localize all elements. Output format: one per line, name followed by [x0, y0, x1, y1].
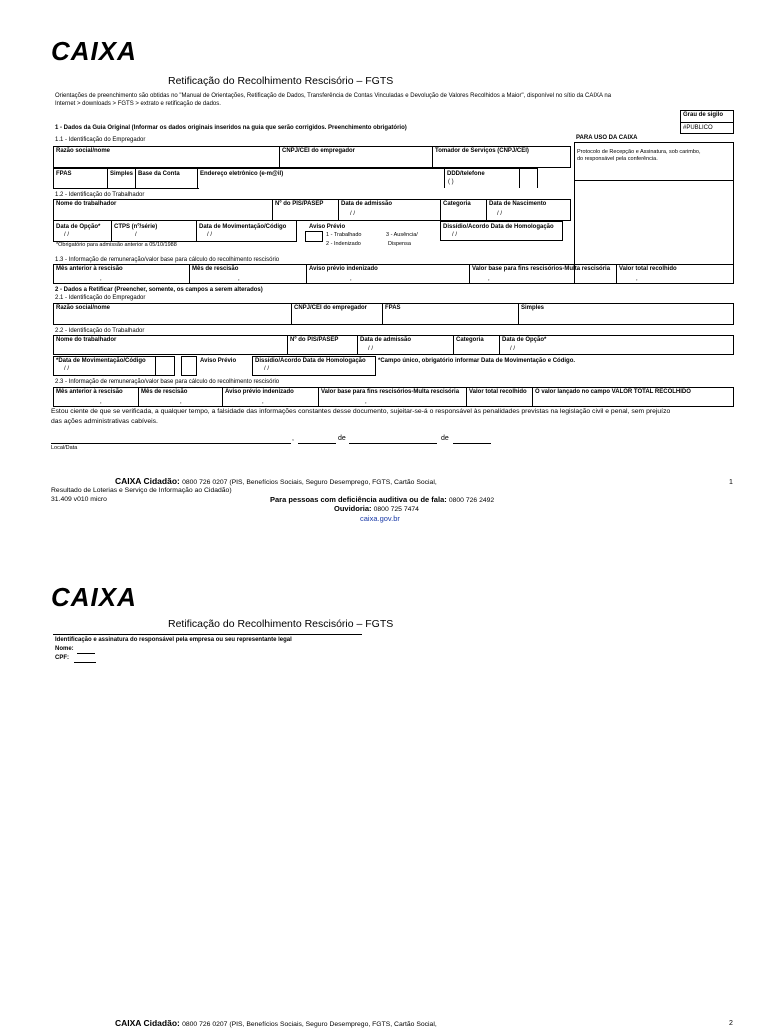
local-comma: ,	[292, 435, 294, 442]
form-title: Retificação do Recolhimento Rescisório – FGTS	[168, 75, 394, 87]
footer-line-2: Resultado de Loterias e Serviço de Informação ao Cidadão)	[51, 487, 232, 494]
local-data-label: Local/Data	[51, 445, 78, 451]
aviso-previo-2-label: Aviso Prévio	[200, 358, 237, 364]
section-2-1-title: 2.1 - Identificação do Empregador	[55, 295, 146, 301]
mes-rescisao-field[interactable]: Mês de rescisão	[192, 266, 239, 272]
page-number-2: 2	[729, 1020, 733, 1027]
campo-unico-nota: *Campo único, obrigatório informar Data de Movimentação e Código.	[378, 358, 576, 364]
data-admissao-2-field[interactable]: Data de admissão	[360, 337, 412, 343]
footer-ouvidoria	[334, 504, 419, 513]
footer-cidadao-2-text: 0800 726 0207 (PIS, Benefícios Sociais, Seguro Desemprego, FGTS, Cartão Social,	[182, 1021, 437, 1028]
section-1-2-title: 1.2 - Identificação do Trabalhador	[55, 192, 145, 198]
comma: ,	[238, 276, 240, 282]
intro-text-2: Internet > downloads > FGTS > extrato e retificação de dados.	[55, 101, 221, 107]
section-2-3-title: 2.3 - Informação de remuneração/valor base para cálculo do recolhimento rescisório	[55, 379, 280, 385]
data-opcao-slashes: / /	[64, 232, 70, 238]
obrigatorio-nota: *Obrigatório para admissão anterior a 05/10/1988	[56, 242, 177, 248]
simples-field[interactable]: Simples	[110, 171, 134, 177]
comma: ,	[636, 276, 638, 282]
data-nascimento-field[interactable]: Data de Nascimento	[489, 201, 547, 207]
fpas-2-field[interactable]: FPAS	[385, 305, 401, 311]
footer-deficiencia	[270, 495, 494, 504]
comma: ,	[100, 276, 102, 282]
data-admissao-field[interactable]: Data de admissão	[341, 201, 393, 207]
section-1-1-title: 1.1 - Identificação do Empregador	[55, 137, 146, 143]
dissidio-2-slashes: / /	[264, 366, 270, 372]
ctps-slash: /	[135, 232, 137, 238]
cnpj-cei-2-field[interactable]: CNPJ/CEI do empregador	[294, 305, 368, 311]
valor-total-field[interactable]: Valor total recolhido	[619, 266, 677, 272]
ident-assinatura-label: Identificação e assinatura do responsável pela empresa ou seu representante legal	[55, 637, 292, 643]
ddd-telefone-field[interactable]: DDD/telefone	[447, 171, 485, 177]
comma: ,	[350, 276, 352, 282]
data-nasc-slashes: / /	[497, 211, 503, 217]
intro-text: Orientações de preenchimento são obtidas no "Manual de Orientações, Retificação de Dados, Transferência de Contas Vinculadas e Devolução de Valores Recolhidos a Maior", disponível no sítio da CAIXA na	[55, 93, 612, 99]
comma: ,	[180, 399, 182, 405]
de-label-1: de	[338, 435, 346, 442]
footer-cidadao	[115, 476, 437, 486]
dissidio-field[interactable]: Dissídio/Acordo Data de Homologação	[443, 224, 554, 230]
de-label-2: de	[441, 435, 449, 442]
aviso-opcao-3: 3 - Ausência/	[386, 232, 418, 238]
fpas-field[interactable]: FPAS	[56, 171, 72, 177]
protocolo-label: Protocolo de Recepção e Assinatura, sob carimbo,	[577, 149, 701, 155]
dissidio-slashes: / /	[452, 232, 458, 238]
page-number-1: 1	[729, 479, 733, 486]
nome-label: Nome:	[55, 646, 74, 652]
footer-code: 31.409 v010 micro	[51, 496, 107, 503]
aviso-indenizado-field[interactable]: Aviso prévio indenizado	[309, 266, 378, 272]
data-opcao-field[interactable]: Data de Opção*	[56, 224, 101, 230]
dissidio-2-field[interactable]: Dissídio/Acordo Data de Homologação	[255, 358, 366, 364]
valor-lancado-nota: O valor lançado no campo VALOR TOTAL RECOLHIDO	[535, 389, 691, 395]
footer-cidadao-2	[115, 1018, 437, 1028]
footer-ouvidoria-num: 0800 725 7474	[373, 506, 419, 513]
data-mov-2-slashes: / /	[64, 366, 70, 372]
footer-cidadao-2-label: CAIXA Cidadão:	[115, 1018, 180, 1028]
categoria-field[interactable]: Categoria	[443, 201, 471, 207]
email-field[interactable]: Endereço eletrônico (e-m@il)	[200, 171, 284, 177]
categoria-2-field[interactable]: Categoria	[456, 337, 484, 343]
cpf-label: CPF:	[55, 655, 69, 661]
section-1-3-title: 1.3 - Informação de remuneração/valor base para cálculo do recolhimento rescisório	[55, 257, 280, 263]
valor-base-multa-2-field[interactable]: Valor base para fins rescisórios-Multa rescisória	[321, 389, 460, 395]
footer-ouvidoria-label: Ouvidoria:	[334, 504, 372, 513]
aviso-opcao-2: 2 - Indenizado	[326, 241, 361, 247]
razao-social-field[interactable]: Razão social/nome	[56, 148, 111, 154]
aviso-previo-label: Aviso Prévio	[309, 224, 346, 230]
aviso-indenizado-2-field[interactable]: Aviso prévio indenizado	[225, 389, 294, 395]
footer-cidadao-label: CAIXA Cidadão:	[115, 476, 180, 486]
data-adm-2-slashes: / /	[368, 346, 374, 352]
declaracao-text: Estou ciente de que se verificada, a qualquer tempo, a falsidade das informações constantes desse documento, sujeitar-se-á o responsável às penalidades previstas na legislação civil e penal, sem prejuízo	[51, 408, 671, 415]
footer-site-link[interactable]: caixa.gov.br	[360, 514, 400, 523]
data-admissao-slashes: / /	[350, 211, 356, 217]
comma: ,	[365, 399, 367, 405]
section-1-title: 1 - Dados da Guia Original (Informar os dados originais inseridos na guia que serão corrigidos. Preenchimento obrigatório)	[55, 125, 407, 131]
ctps-field[interactable]: CTPS (nº/série)	[114, 224, 158, 230]
footer-cidadao-text: 0800 726 0207 (PIS, Benefícios Sociais, Seguro Desemprego, FGTS, Cartão Social,	[182, 479, 437, 486]
base-conta-field[interactable]: Base da Conta	[138, 171, 180, 177]
ddd-parens: ( )	[448, 179, 454, 185]
data-opcao-2-field[interactable]: Data de Opção*	[502, 337, 547, 343]
tomador-field[interactable]: Tomador de Serviços (CNPJ/CEI)	[435, 148, 529, 154]
footer-deficiencia-num: 0800 726 2492	[448, 497, 495, 504]
pis-field[interactable]: Nº do PIS/PASEP	[275, 201, 324, 207]
section-2-2-title: 2.2 - Identificação do Trabalhador	[55, 328, 145, 334]
grau-sigilo-label: Grau de sigilo	[683, 112, 724, 118]
mes-anterior-2-field[interactable]: Mês anterior à rescisão	[56, 389, 123, 395]
declaracao-text-2: das ações administrativas cabíveis.	[51, 418, 158, 425]
aviso-opcao-1: 1 - Trabalhado	[326, 232, 362, 238]
data-opcao-2-slashes: / /	[510, 346, 516, 352]
caixa-logo: CAIXA	[51, 36, 137, 66]
grau-sigilo-value: #PUBLICO	[683, 125, 713, 131]
comma: ,	[262, 399, 264, 405]
aviso-previo-checkbox[interactable]	[305, 231, 323, 242]
pis-2-field[interactable]: Nº do PIS/PASEP	[290, 337, 339, 343]
protocolo-label-2: do responsável pela conferência.	[577, 156, 658, 162]
valor-total-2-field[interactable]: Valor total recolhido	[469, 389, 527, 395]
protocolo-box[interactable]	[574, 142, 734, 284]
aviso-dispensa: Dispensa	[388, 241, 411, 247]
data-mov-2-field[interactable]: *Data de Movimentação/Código	[56, 358, 146, 364]
footer-deficiencia-label: Para pessoas com deficiência auditiva ou de fala:	[270, 495, 447, 504]
para-uso-caixa: PARA USO DA CAIXA	[576, 135, 638, 141]
razao-social-2-field[interactable]: Razão social/nome	[56, 305, 111, 311]
data-movimentacao-field[interactable]: Data de Movimentação/Código	[199, 224, 287, 230]
form-title-2: Retificação do Recolhimento Rescisório – FGTS	[168, 618, 394, 630]
nome-trabalhador-field[interactable]: Nome do trabalhador	[56, 201, 117, 207]
comma: ,	[100, 399, 102, 405]
aviso-previo-2-box[interactable]	[181, 356, 197, 376]
mes-anterior-field[interactable]: Mês anterior à rescisão	[56, 266, 123, 272]
valor-base-multa-field[interactable]: Valor base para fins rescisórios-Multa rescisória	[472, 266, 611, 272]
mes-rescisao-2-field[interactable]: Mês de rescisão	[141, 389, 188, 395]
nome-trabalhador-2-field[interactable]: Nome do trabalhador	[56, 337, 117, 343]
cnpj-cei-field[interactable]: CNPJ/CEI do empregador	[282, 148, 356, 154]
comma: ,	[488, 276, 490, 282]
section-2-title: 2 - Dados a Retificar (Preencher, somente, os campos a serem alterados)	[55, 287, 263, 293]
data-mov-slashes: / /	[207, 232, 213, 238]
simples-2-field[interactable]: Simples	[521, 305, 545, 311]
caixa-logo-2: CAIXA	[51, 582, 137, 612]
